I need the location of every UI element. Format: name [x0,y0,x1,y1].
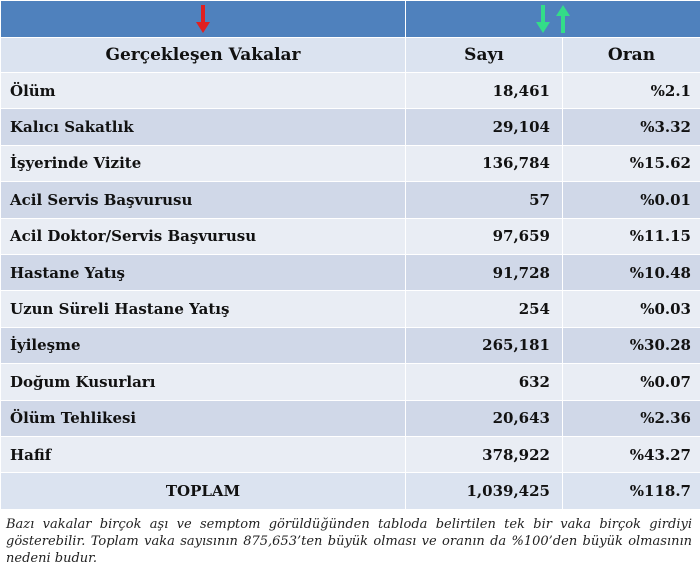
footnote: Bazı vakalar birçok aşı ve semptom görüldüğünden tabloda belirtilen tek bir vaka birçok girdiyi gösterebilir. Toplam vaka sayısının 875,653’ten büyük olması ve oranın da %100’den büyük olmasının nedeni budur. [6,517,692,566]
row-rate: %0.01 [563,182,700,218]
row-count: 20,643 [406,400,563,436]
row-rate: %0.03 [563,291,700,327]
header-rate: Oran [563,38,700,73]
row-rate: %43.27 [563,436,700,472]
table-row [1,109,700,145]
row-count: 29,104 [406,109,563,145]
banner-right-cell [406,1,700,38]
row-rate: %30.28 [563,327,700,363]
row-rate: %2.1 [563,73,700,109]
row-label: Kalıcı Sakatlık [1,109,406,145]
table-row [1,291,700,327]
row-rate: %11.15 [563,218,700,254]
row-rate: %2.36 [563,400,700,436]
total-rate: %118.7 [563,473,700,510]
table-row [1,254,700,290]
row-count: 57 [406,182,563,218]
row-label: Hastane Yatış [1,254,406,290]
banner-left-cell [1,1,406,38]
row-label: Ölüm [1,73,406,109]
table-row [1,145,700,181]
arrow-down-red-icon [196,4,210,34]
row-label: İyileşme [1,327,406,363]
arrow-up-green-icon [556,4,570,34]
header-row [1,38,700,73]
row-label: Uzun Süreli Hastane Yatış [1,291,406,327]
row-count: 254 [406,291,563,327]
arrow-down-green-icon [536,4,550,34]
table-row [1,400,700,436]
table-row [1,327,700,363]
table-row [1,73,700,109]
total-row [1,473,700,510]
header-cases: Gerçekleşen Vakalar [1,38,406,73]
row-label: Ölüm Tehlikesi [1,400,406,436]
table-row [1,182,700,218]
row-count: 97,659 [406,218,563,254]
row-count: 18,461 [406,73,563,109]
row-rate: %10.48 [563,254,700,290]
row-label: İşyerinde Vizite [1,145,406,181]
row-count: 91,728 [406,254,563,290]
table-row [1,436,700,472]
table-row [1,218,700,254]
banner-row [1,1,700,38]
header-count: Sayı [406,38,563,73]
row-label: Acil Servis Başvurusu [1,182,406,218]
total-label: TOPLAM [1,473,406,510]
row-label: Doğum Kusurları [1,364,406,400]
row-label: Hafif [1,436,406,472]
row-rate: %15.62 [563,145,700,181]
row-count: 378,922 [406,436,563,472]
row-rate: %0.07 [563,364,700,400]
row-count: 265,181 [406,327,563,363]
row-count: 632 [406,364,563,400]
table-row [1,364,700,400]
total-count: 1,039,425 [406,473,563,510]
row-rate: %3.32 [563,109,700,145]
row-count: 136,784 [406,145,563,181]
row-label: Acil Doktor/Servis Başvurusu [1,218,406,254]
